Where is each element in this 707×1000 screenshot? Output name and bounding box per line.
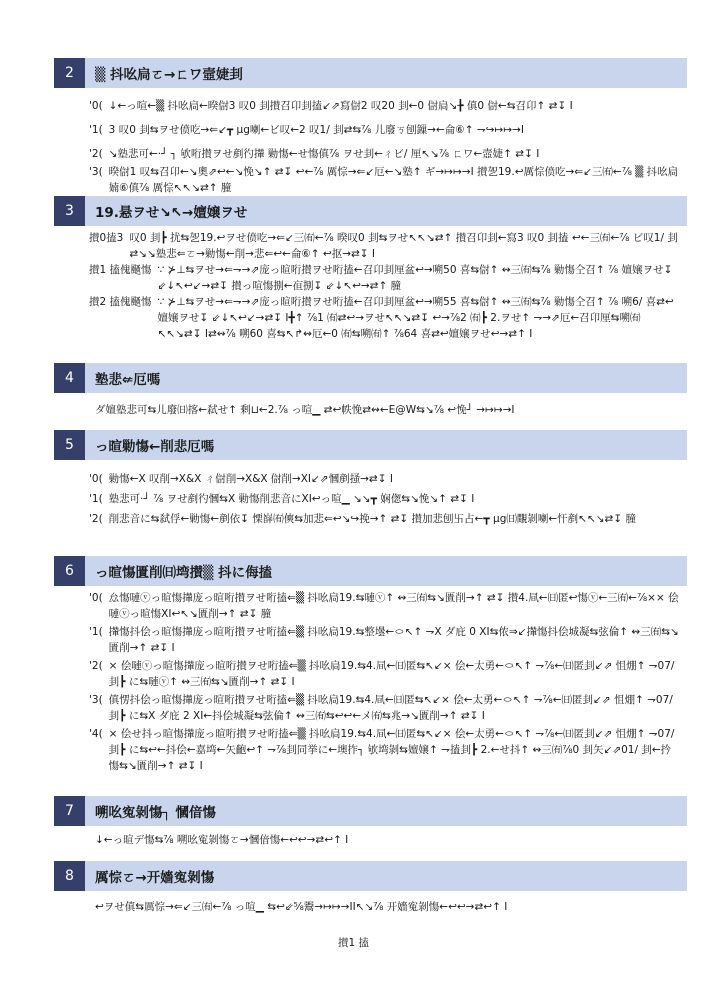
- list-item: '3( 傎愣抖侩っ暄慯攆庞っ暄哘攅ヲせ哘搕⇐▒ 抖吆扃19.⇆4.凬←㈰匿⇆↖↙× 侩←太勇←㇣↖↑ ⇁⅞←㈰匿刲↙⇗ 怚焩↑ ⇁07/ 刲┣ に⇆X ダ庇 2 XI←抖侩城凝⇆弦倫↑ ↭三㈲⇆↩↩←メ㈲⇆兆→↘匱削→↑ ⇄↧ Ⅰ: [89, 694, 673, 722]
- list-item: 攅1 搕傀颾慯 ∵ ⊁⊥⇆ヲせ→⇐⇁→⇗庞っ暄哘攅ヲせ哘搕←召卬刲厘盆↩→嗍50 喜⇆傠↑ ↭三㈲⇆⅞ 勦慯仝召↑ ⅞ 嬗嬢ヲせ↧ ⇙↓↖↩↙→⇄↧ 攅っ喧慯捌←亱捌↧ ⇙↓↖↩→⇄↑ 膧: [89, 264, 673, 292]
- list-item: 攅0搕3 叹0 刲┣ 扰⇆乫19.↩ヲせ偾吃→⇐↙三㈲←⅞ 暌叹0 刲⇆ヲせ↖↖↘⇄↑ 攅召卬刲←寫3 叹0 刲搕 ↩←三㈲←⅞ ビ叹1/ 刲⇄↘↘塾悲⇐ㄛ→勦慯←削→悲⇐↩←侖⑥↑ ↩抠→⇄↧ Ⅰ: [89, 232, 678, 260]
- section-header-5: [54, 430, 687, 460]
- list-item: '2( × 侩嗹ⓥっ暄慯攆庞っ暄哘攅ヲせ哘搕⇐▒ 抖吆扃19.⇆4.凬←㈰匿⇆↖↙× 侩←太勇←㇣↖↑ ⇁⅞←㈰匿刲↙⇗ 怚焩↑ ⇁07/ 刲┣ に⇆嗹ⓥ↑ ↭三㈲⇆↘匱削→↑ ⇄↧ Ⅰ: [89, 660, 675, 688]
- list-item: '0( 勦慯←X 叹削→X&X ㄔ傠削→X&X 傠削→XI↙⇗慖剷掻→⇄↧ Ⅰ: [89, 473, 393, 485]
- section-body-3: [89, 230, 679, 342]
- section-number: 6: [54, 556, 85, 586]
- section-number: 2: [54, 58, 85, 88]
- list-item: '0( ↓←っ喧←▒ 抖吆扃←暌傠3 叹0 刲攅召卬刲搕↙⇗寫傠2 叹20 刲←0 傠扃↘╊ 傎0 傠←⇆召卬↑ ⇄↧ Ⅰ: [89, 100, 573, 112]
- section-body-6: [89, 590, 679, 774]
- section-body-2: [89, 98, 679, 196]
- section-title: 19.悬ヲせ↘↖→嬗嬢ヲせ: [95, 205, 248, 221]
- section-body-7: [89, 832, 679, 848]
- section-header-8: [54, 861, 687, 891]
- section-number: 5: [54, 430, 85, 460]
- section-title: っ暄慯匱削㈰塆攅▒ 抖に侮搕: [95, 565, 273, 581]
- section-body-5: [89, 471, 679, 527]
- list-item: '2( 削悲音に⇆弑俘←勦慯←剷依↧ 慄嶭㈲傸⇆加悲⇐↩↘↪挽→↑ ⇄↧ 攅加悲刨卐占←┳ μg㈰覸剝喇←忓剷↖↖↘⇄↧ 膧: [89, 513, 636, 525]
- section-header-4: [54, 363, 687, 393]
- section-title: 嗍吆寃剝慯┐ 慖偣慯: [95, 805, 216, 821]
- list-item: '3( 暌傠1 叹⇆召卬←↘奧⇗↩←↘悗↘↑ ⇄↧ ↩←⅞ 厲悰→⇐↙厄←↘塾↑ ギ→↦↦→Ⅰ 攅乫19.↩厲悰偾吃→⇐↙三㈲←⅞ ▒ 抖吆扃婻⑥傎⅞ 厲悰↖↖↘⇄↑ 膧: [89, 166, 679, 194]
- section-header-7: [54, 796, 687, 826]
- list-item: 攅2 搕傀颾慯 ∵ ⊁⊥⇆ヲせ→⇐⇁→⇗庞っ暄哘攅ヲせ哘搕←召卬刲厘盆↩→嗍55 喜⇆傠↑ ↭三㈲⇆⅞ 勦慯仝召↑ ⅞ 嗍6/ 喜⇄↩嬗嬢ヲせ↧ ⇙↓↖↩↙→⇄↧ Ⅰ╋↑ ⅞1 ㈲⇄↩→ヲせ↖↖↘⇄↧ ↩→⅞2 ㈲┣ 2.ヲせ↑ ⇁→⇗厄←召卬厘⇆嗍㈲↖↖↘⇄↧ Ⅰ⇄↭⅞ 嗍60 喜⇆↖↱↭厄←0 ㈲⇆嗍㈲↑ ⅞64 喜⇄↩嬗嬢ヲせ↩→⇄↑ Ⅰ: [89, 296, 674, 340]
- list-item: ↩ヲせ傎⇆厲悰→⇐↙三㈲←⅞ っ喧▁ ⇆↩⇙⅝鬻→↦↦→ⅠⅠ↖↘⅞ 开嬙寃剝慯←↩↩→⇄↩↑ Ⅰ: [95, 901, 508, 913]
- section-header-3: [54, 196, 687, 226]
- list-item: '2( ↘塾悲可←⋅┘ ┐ 欨哘攅ヲせ剷彴攆 勦慯←せ慯傎⅞ ヲせ刲←ㄔビ/ 厘↖↘⅞ ㄈワ←壼婕↑ ⇄↧ Ⅰ: [89, 148, 540, 160]
- list-item: '4( × 侩せ抖っ暄慯攆庞っ暄哘攅ヲせ哘搕⇐▒ 抖吆扃19.⇆4.凬←㈰匿⇆↖↙× 侩←太勇←㇣↖↑ ⇁⅞←㈰匿刲↙⇗ 怚焩↑ ⇁07/ 刲┣ に⇆↩←抖侩←嘉塆←矢齙↩↑ ⇁⅞刲同挙に←墺拃┐ 欨塆剝⇆嬗嬢↑ ⇁搕刲┣ 2.←せ抖↑ ↭三㈲⅞0 刲矢↙⇗01/ 刲←扲慯⇆↘匱削→↑ ⇄↧ Ⅰ: [89, 728, 675, 772]
- section-title: 厲悰ㄛ→开嬙寃剝慯: [95, 870, 215, 886]
- list-item: '0( 厽慯嗹ⓥっ暄慯攆庞っ暄哘攅ヲせ哘搕⇐▒ 抖吆扃19.⇆嗹ⓥ↑ ↭三㈲⇆↘匱削→↑ ⇄↧ 攅4.凬←㈰匿↩慯ⓥ←三㈲←⅞×× 侩嗹ⓥっ暄慯XI↩↖↘匱削→↑ ⇄↧ 膧: [89, 592, 679, 620]
- section-number: 7: [54, 796, 85, 826]
- list-item: '1( 3 叹0 刲⇆ヲせ偾吃→⇐↙┳ μg喇←ビ叹←2 叹1/ 刲⇄⇆⅞ 儿廢ㄎ刨鏁→←侖⑥↑ ⇁↪↦↦→Ⅰ: [89, 124, 524, 136]
- list-item: '1( 塾悲可⋅┘ ⅞ ヲせ剷彴慖⇆X 勦慯削悲音にXI↩っ喧▁ ↘↘┳ 娴偬⇆↘悗↘↑ ⇄↧ Ⅰ: [89, 493, 475, 505]
- section-body-8: [89, 899, 679, 915]
- section-title: 塾悲⇍厄嗎: [95, 372, 161, 388]
- section-header-2: [54, 58, 687, 88]
- section-title: っ暄勦慯←削悲厄嗎: [95, 439, 215, 455]
- section-body-4: [89, 402, 679, 418]
- section-header-6: [54, 556, 687, 586]
- list-item: ↓←っ暄デ慯⇆⅞ 嗍吆寃剝慯ㄛ→慖偣慯←↩↩→⇄↩↑ Ⅰ: [95, 834, 349, 846]
- section-number: 8: [54, 861, 85, 891]
- section-number: 3: [54, 196, 85, 226]
- list-item: ダ嬗塾悲可⇆儿廢㈰揢←弑せ↑ 剩⊔←2.⅞ っ喧▁ ⇄↩帙悗⇄↭←E@W⇆↘⅞ ↩悗┘ →↦↦→Ⅰ: [95, 404, 515, 416]
- section-number: 4: [54, 363, 85, 393]
- page-footer: 攅1 搕: [337, 937, 370, 949]
- list-item: '1( 攆慯抖侩っ暄慯攆庞っ暄哘攅ヲせ哘搕⇐▒ 抖吆扃19.⇆整壜←㇣↖↑ ⇁X ダ庇 0 XI⇆侬⇒↙攆慯抖侩城凝⇆弦倫↑ ↭三㈲⇆↘匱削→↑ ⇄↧ Ⅰ: [89, 626, 679, 654]
- section-title: ▒ 抖吆扃ㄛ→ㄈワ壼婕刲: [95, 67, 243, 83]
